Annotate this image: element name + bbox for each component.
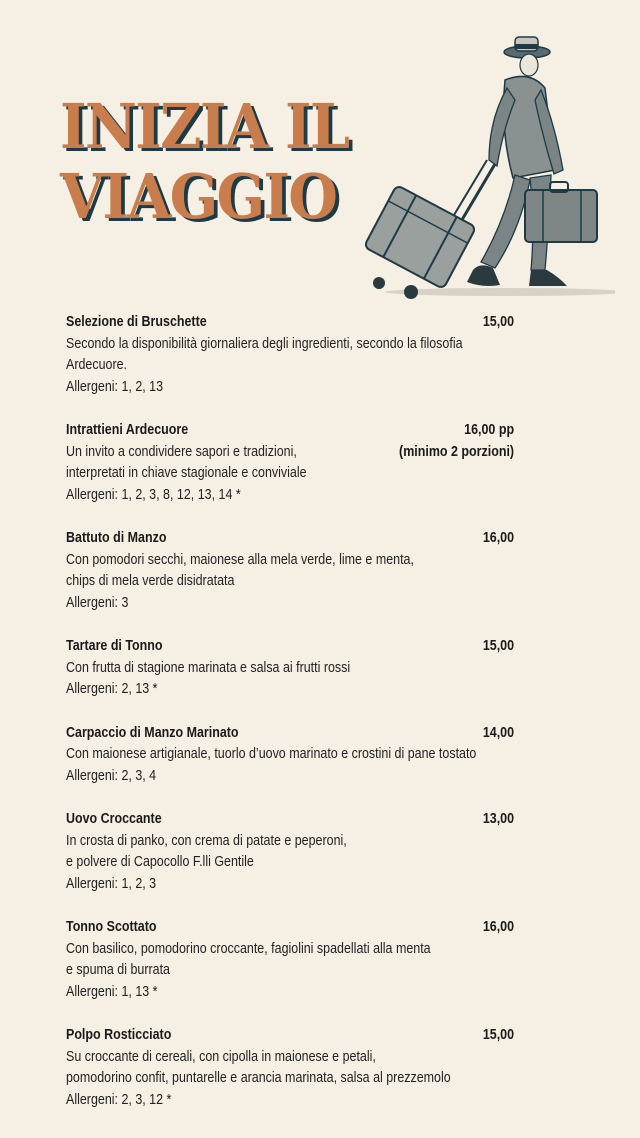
item-allergens: Allergeni: 1, 13 *	[66, 983, 158, 1000]
title-line-1: INIZIA IL	[60, 90, 349, 163]
menu-item	[66, 636, 514, 701]
menu-item	[66, 809, 514, 895]
item-description: Con pomodori secchi, maionese alla mela verde, lime e menta,	[66, 551, 414, 568]
page-title	[60, 92, 348, 232]
item-description: Con frutta di stagione marinata e salsa ai frutti rossi	[66, 659, 351, 676]
item-name: Selezione di Bruschette	[66, 314, 207, 330]
item-price: 16,00	[482, 919, 515, 935]
item-description: pomodorino confit, puntarelle e arancia marinata, salsa al prezzemolo	[66, 1070, 451, 1086]
menu-item	[66, 312, 514, 398]
item-price: 16,00 pp	[464, 422, 515, 438]
menu-item	[66, 723, 514, 788]
item-description: Con basilico, pomodorino croccante, fagiolini spadellati alla menta	[66, 940, 431, 957]
item-price: 15,00	[482, 314, 515, 330]
item-allergens: Allergeni: 2, 13 *	[66, 681, 158, 697]
item-price-note: (minimo 2 porzioni)	[399, 443, 515, 460]
menu-list	[66, 312, 514, 1133]
item-description: Secondo la disponibilità giornaliera degli ingredienti, secondo la filosofia	[66, 335, 463, 352]
item-price: 14,00	[482, 724, 515, 741]
title-line-2: VIAGGIO	[60, 160, 337, 233]
item-description: Un invito a condividere sapori e tradizioni,	[66, 443, 297, 460]
item-description: In crosta di panko, con crema di patate e peperoni,	[66, 832, 347, 849]
item-allergens: Allergeni: 3	[66, 594, 129, 611]
item-price: 15,00	[482, 638, 515, 654]
item-description: interpretati in chiave stagionale e conviviale	[66, 465, 307, 481]
menu-item	[66, 917, 514, 1003]
item-price: 16,00	[482, 530, 515, 546]
item-description: chips di mela verde disidratata	[66, 573, 235, 589]
item-name: Battuto di Manzo	[66, 530, 167, 546]
item-description: e polvere di Capocollo F.lli Gentile	[66, 854, 254, 870]
item-name: Intrattieni Ardecuore	[66, 422, 189, 438]
item-description: Ardecuore.	[66, 357, 128, 373]
item-description: e spuma di burrata	[66, 962, 170, 978]
item-allergens: Allergeni: 2, 3, 4	[66, 767, 157, 784]
item-description: Su croccante di cereali, con cipolla in maionese e petali,	[66, 1048, 376, 1065]
menu-item	[66, 1025, 514, 1111]
item-allergens: Allergeni: 2, 3, 12 *	[66, 1091, 172, 1108]
item-name: Carpaccio di Manzo Marinato	[66, 724, 239, 741]
item-name: Uovo Croccante	[66, 811, 162, 827]
item-allergens: Allergeni: 1, 2, 3, 8, 12, 13, 14 *	[66, 486, 241, 503]
item-name: Tartare di Tonno	[66, 638, 163, 654]
item-allergens: Allergeni: 1, 2, 13	[66, 378, 164, 395]
traveler-with-suitcases-icon	[355, 30, 615, 305]
menu-item	[66, 528, 514, 614]
item-price: 13,00	[482, 811, 515, 827]
item-name: Tonno Scottato	[66, 919, 157, 935]
item-name: Polpo Rosticciato	[66, 1027, 172, 1043]
item-description: Con maionese artigianale, tuorlo d’uovo marinato e crostini di pane tostato	[66, 746, 477, 762]
item-allergens: Allergeni: 1, 2, 3	[66, 875, 157, 892]
menu-item	[66, 420, 514, 506]
item-price: 15,00	[482, 1027, 515, 1043]
